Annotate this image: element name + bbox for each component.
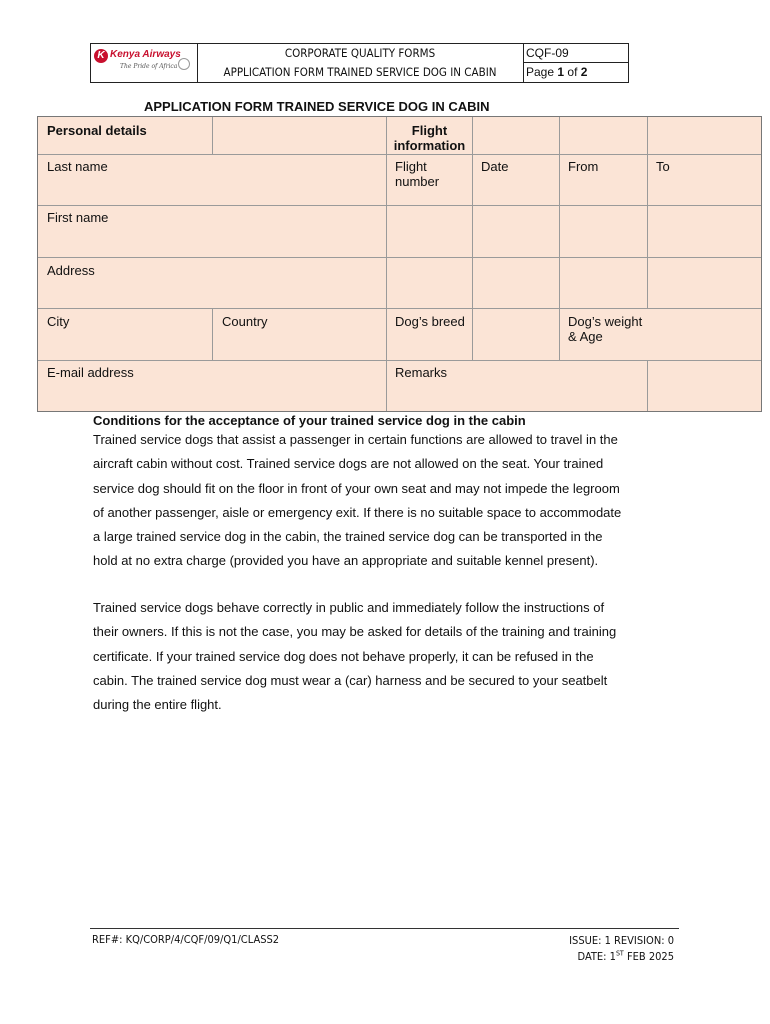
city-label: City [47,314,70,329]
email-address-label: E-mail address [47,365,134,380]
row-divider [38,154,761,155]
col-divider [559,117,560,360]
flight-information-label: Flight information [393,123,466,153]
footer-date-prefix: DATE: 1 [577,950,616,963]
dogs-breed-label: Dog’s breed [395,314,465,329]
paragraph-line: Trained service dogs that assist a passenger in certain functions are allowed to travel in the [93,432,618,447]
paragraph-line: Trained service dogs behave correctly in public and immediately follow the instructions of [93,600,605,615]
application-form-table [37,116,762,412]
corp-title: CORPORATE QUALITY FORMS [284,46,436,60]
to-label: To [656,159,670,174]
paragraph-line: aircraft cabin without cost. Trained service dogs are not allowed on the seat. Your trained [93,456,604,472]
logo-cell [91,44,198,82]
page-of: of [567,65,578,79]
row-divider [38,205,761,206]
page-total: 2 [580,65,588,79]
col-divider [647,360,648,411]
footer-date-suffix: FEB 2025 [623,950,674,963]
paragraph-line: of another passenger, aisle or emergency exit. If there is no suitable space to accommodate [93,504,622,520]
doc-code: CQF-09 [523,44,629,63]
col-divider [386,117,387,411]
globe-icon [178,58,190,70]
address-label: Address [47,263,95,278]
conditions-paragraph-1 [93,428,693,574]
conditions-title: Conditions for the acceptance of your trained service dog in the cabin [93,413,526,428]
first-name-label: First name [47,210,109,225]
footer-date-sup: ST [615,949,624,958]
dogs-weight-age-label: Dog’s weight & Age [568,314,643,344]
last-name-label: Last name [47,159,108,174]
footer-date [569,949,674,965]
footer-ref: REF#: KQ/CORP/4/CQF/09/Q1/CLASS2 [92,933,280,946]
col-divider [472,117,473,360]
col-divider [647,117,648,308]
col-divider [212,117,213,154]
paragraph-line: during the entire flight. [93,697,222,713]
from-label: From [568,159,599,174]
row-divider [38,257,761,258]
row-divider [38,360,761,361]
remarks-label: Remarks [395,365,448,380]
header-meta-cell [523,44,629,82]
date-label: Date [481,159,509,174]
row-divider [38,308,761,309]
page-number [523,63,629,82]
form-title: APPLICATION FORM TRAINED SERVICE DOG IN CABIN [144,99,490,114]
conditions-paragraph-2 [93,596,693,717]
document-header [90,43,629,83]
col-divider [212,308,213,360]
header-title-cell [197,44,524,82]
footer-issue: ISSUE: 1 REVISION: 0 [569,934,674,947]
personal-details-label: Personal details [47,123,147,138]
page-current: 1 [557,65,565,79]
paragraph-line: hold at no extra charge (provided you have an appropriate and suitable kennel present). [93,553,599,569]
paragraph-line: service dog should fit on the floor in front of your own seat and may not impede the legroom [93,480,620,496]
page-prefix: Page [526,65,555,79]
form-name: APPLICATION FORM TRAINED SERVICE DOG IN CABIN [223,65,497,79]
logo-name: Kenya Airways [110,49,181,60]
logo-tagline: The Pride of Africa [120,63,178,70]
footer-divider [90,928,679,929]
paragraph-line: cabin. The trained service dog must wear a (car) harness and be secured to your seatbelt [93,672,608,688]
paragraph-line: certificate. If your trained service dog does not behave properly, it can be refused in the [93,648,594,664]
logo-k-icon: K [94,49,108,63]
flight-number-label: Flight number [395,159,440,189]
kenya-airways-logo [94,48,194,78]
country-label: Country [222,314,268,329]
paragraph-line: their owners. If this is not the case, you may be asked for details of the training and training [93,624,617,640]
footer-issue-block [569,933,674,965]
paragraph-line: a large trained service dog in the cabin, the trained service dog can be transported in the [93,529,603,545]
